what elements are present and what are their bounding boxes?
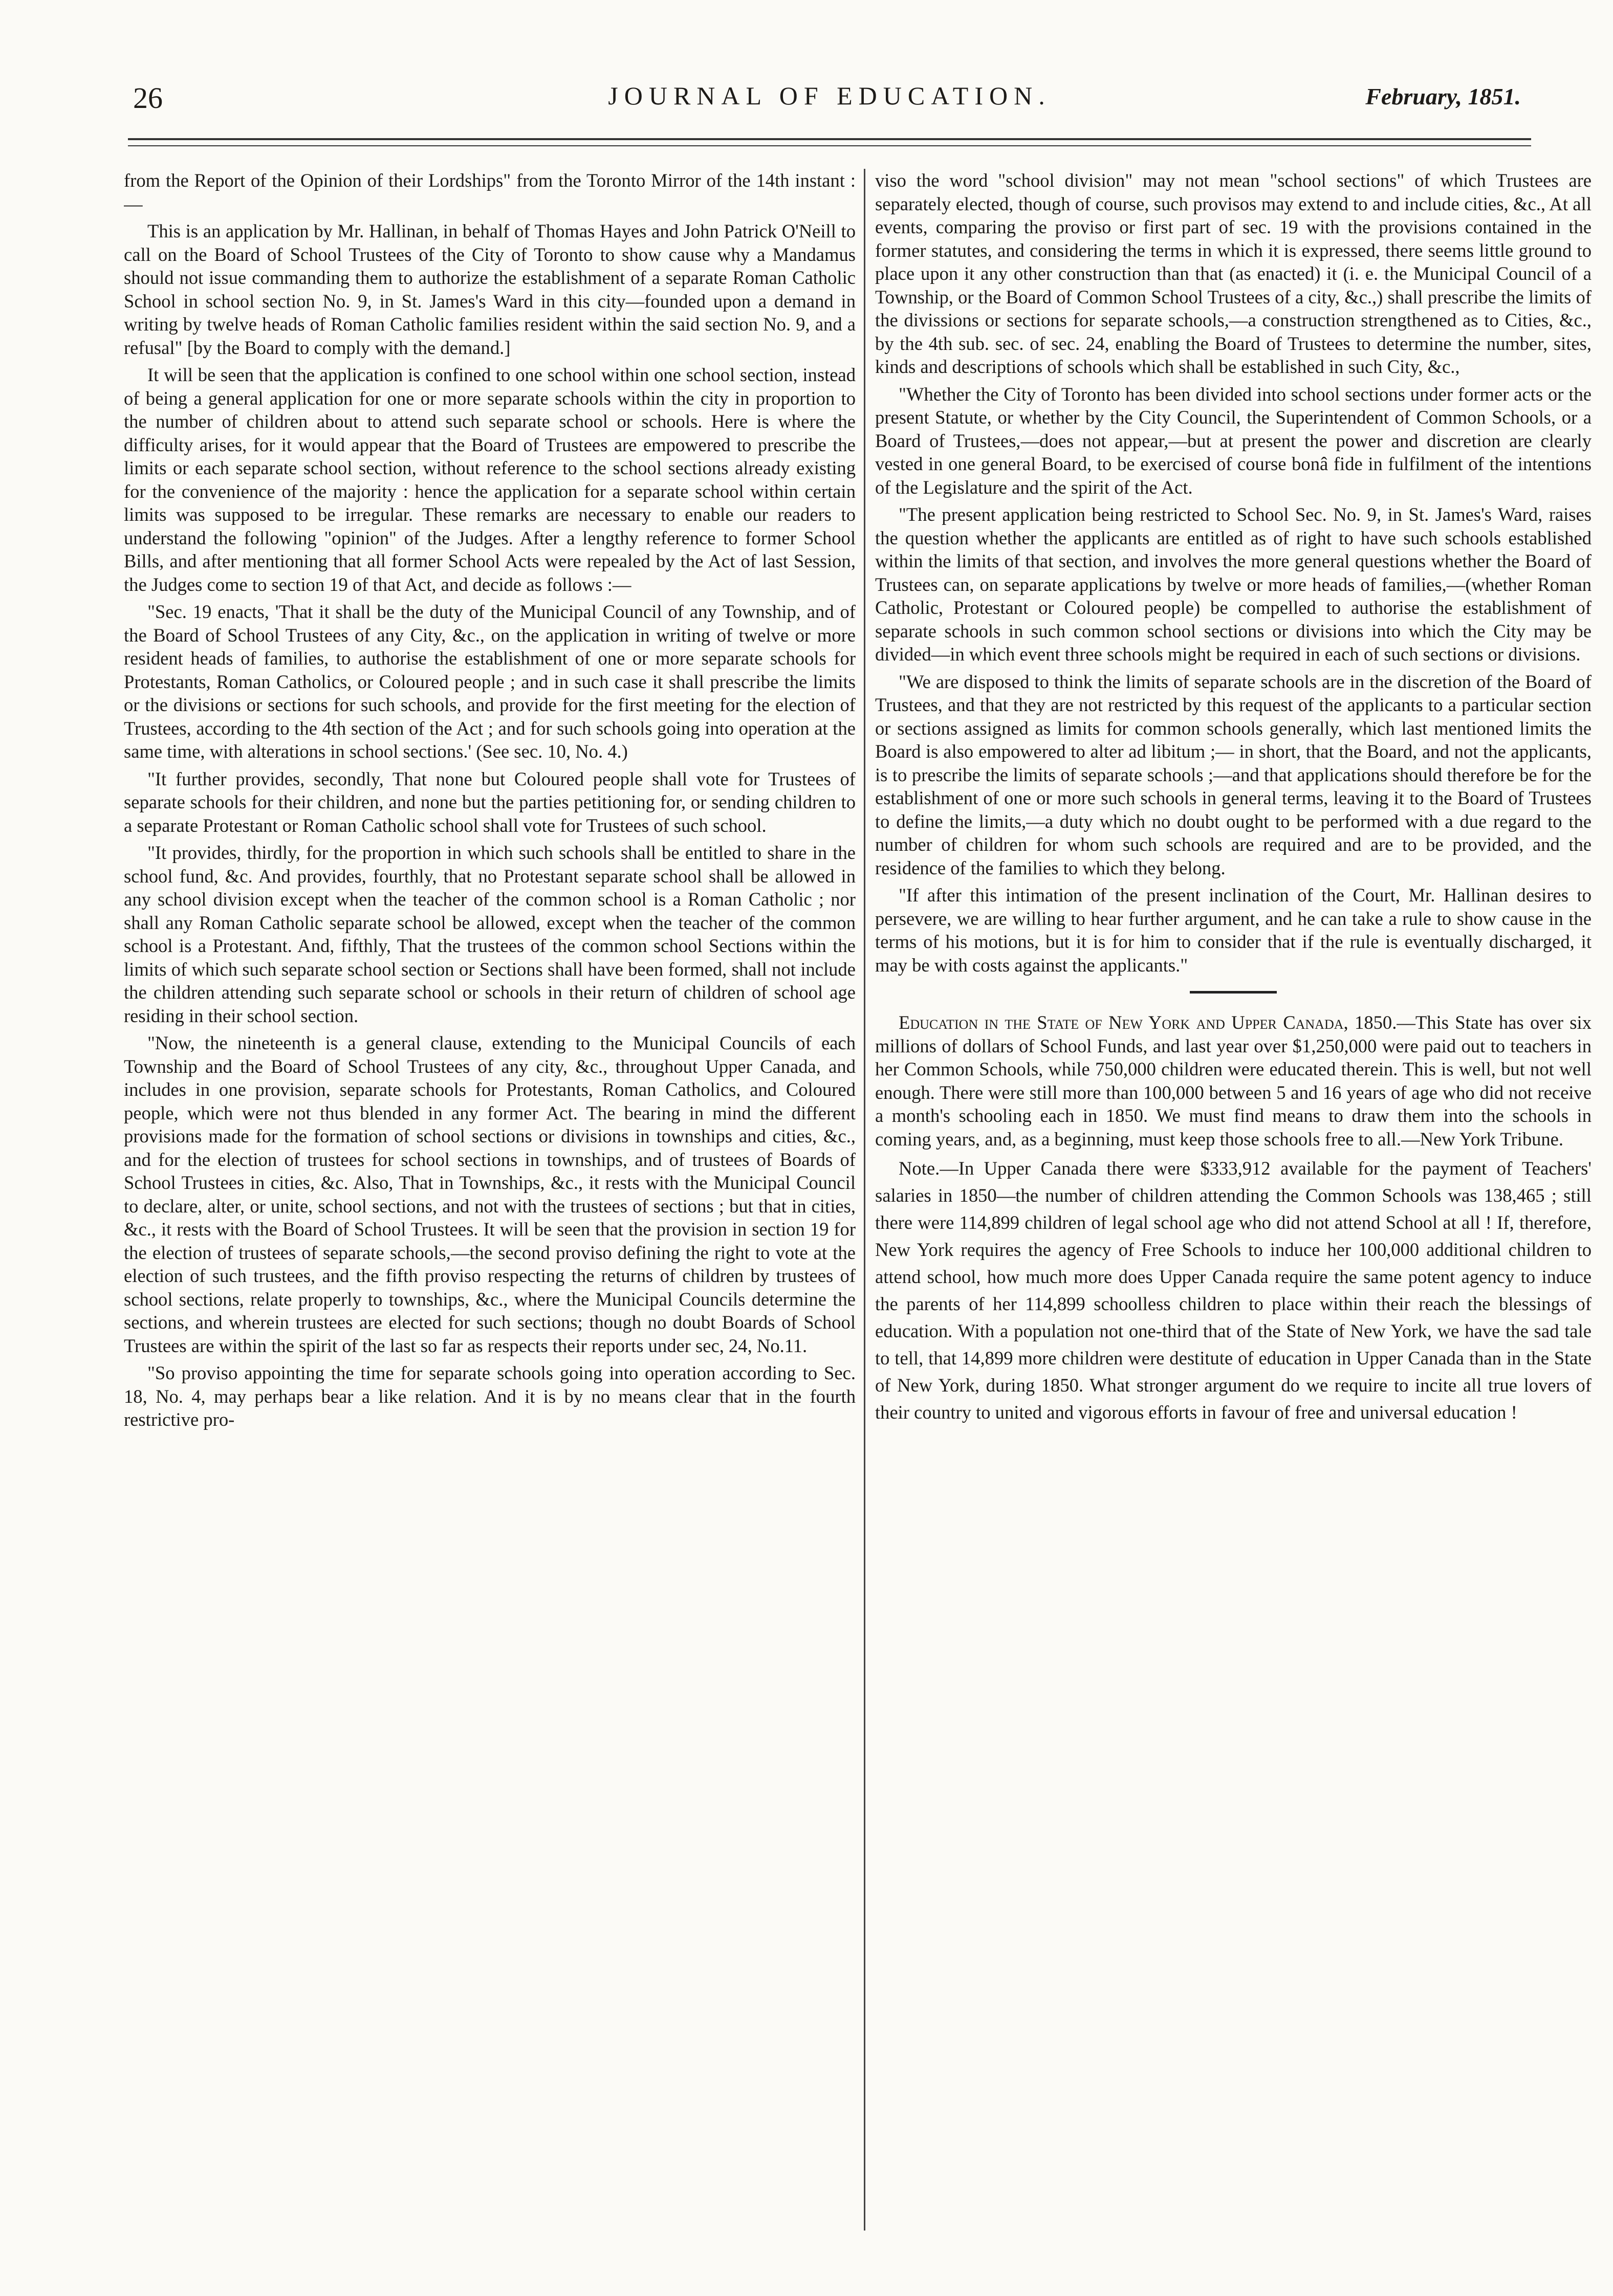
paragraph: "The present application being restricted to School Sec. No. 9, in St. James's Ward, raises the question whether the applicants are entitled as of right to have such schools established within the limits of that section, and involves the more general questions whether the Board of Trustees can, on separate applications by twelve or more heads of families,—(whether Roman Catholic, Protestant or Coloured people) be compelled to authorise the establishment of separate schools in such common school sections or divisions into which the City may be divided—in which event three schools might be required in each of such sections or divisions. bbox=[875, 504, 1592, 665]
paragraph: "Now, the nineteenth is a general clause, extending to the Municipal Councils of each Township and the Board of School Trustees of any city, &c., throughout Upper Canada, and includes in one provision, separate schools for Protestants, Roman Catholics, and Coloured people, which were not thus blended in any former Act. The bearing in mind the different provisions made for the formation of school sections or divisions in townships and cities, &c., and for the election of trustees for school sections in townships, and of trustees of Boards of School Trustees in cities, &c. Also, That in Townships, &c., it rests with the Municipal Council to declare, alter, or unite, school sections, and not with the trustees of sections ; but that in cities, &c., it rests with the Board of School Trustees. It will be seen that the provision in section 19 for the election of trustees of separate schools,—the second proviso defining the right to vote at the election of such trustees, and the fifth proviso respecting the returns of children by trustees of school sections, relate properly to townships, &c., where the Municipal Councils determine the sections, and wherein trustees are elected for such sections; though no doubt Boards of School Trustees are within the spirit of the last so far as respects their reports under sec, 24, No.11. bbox=[124, 1032, 856, 1356]
column-divider bbox=[864, 169, 865, 2231]
paragraph: from the Report of the Opinion of their Lordships" from the Toronto Mirror of the 14th instant :— bbox=[124, 170, 856, 214]
paragraph: "It provides, thirdly, for the proportion in which such schools shall be entitled to share in the school fund, &c. And provides, fourthly, that no Protestant separate school shall be allowed in any school division except when the teacher of the common school is a Roman Catholic ; nor shall any Roman Catholic separate school be allowed, except when the teacher of the common school is a Protestant. And, fifthly, That the trustees of the common school Sections within the limits of which such separate school section or Sections shall have been formed, shall not include the children attending such separate school or schools in their return of children of school age residing in their school section. bbox=[124, 842, 856, 1026]
page-header bbox=[123, 72, 1536, 133]
article-body: 1850.—This State has over six millions of dollars of School Funds, and last year over $1,250,000 were paid out to teachers in her Common Schools, while 750,000 children were educated therein. This is well, but not well enough. There were still more than 100,000 between 5 and 16 years of age who did not receive a month's schooling each in 1850. We must find means to draw them into the schools in coming years, and, as a beginning, must keep those schools free to all.—New York Tribune. bbox=[875, 1012, 1592, 1150]
header-rule bbox=[128, 138, 1531, 140]
paragraph: "So proviso appointing the time for separate schools going into operation according to Sec. 18, No. 4, may perhaps bear a like relation. And it is by no means clear that in the fourth restrictive pro- bbox=[124, 1362, 856, 1430]
paragraph: viso the word "school division" may not mean "school sections" of which Trustees are separately elected, though of course, such provisos may extend to and include cities, &c., At all events, comparing the proviso or first part of sec. 19 with the provisions contained in the former statutes, and considering the terms in which it is expressed, there seems little ground to place upon it any other construction than that (as enacted) it (i. e. the Municipal Council of a Township, or the Board of Common School Trustees of a city, &c.,) shall prescribe the limits of the divissions or sections for separate schools,—a construction strengthened as to Cities, &c., by the 4th sub. sec. of sec. 24, enabling the Board of Trustees to determine the number, sites, kinds and descriptions of schools which shall be established in such City, &c., bbox=[875, 170, 1592, 377]
header-rule-thin bbox=[128, 145, 1531, 146]
section-separator bbox=[1190, 991, 1277, 994]
journal-title: JOURNAL OF EDUCATION. bbox=[608, 81, 1051, 110]
paragraph: "Sec. 19 enacts, 'That it shall be the duty of the Municipal Council of any Township, and of the Board of School Trustees of any City, &c., on the application in writing of twelve or more resident heads of families, to authorise the establishment of one or more separate schools for Protestants, Roman Catholics, or Coloured people ; and in such case it shall prescribe the limits or the divisions or sections for such schools, and provide for the first meeting for the election of Trustees, according to the 4th section of the Act ; and for such schools going into operation at the same time, with alterations in school sections.' (See sec. 10, No. 4.) bbox=[124, 601, 856, 762]
right-column bbox=[875, 169, 1592, 2261]
article-note: Note.—In Upper Canada there were $333,912 available for the payment of Teachers' salaries in 1850—the number of children attending the Common Schools was 138,465 ; still there were 114,899 children of legal school age who did not attend School at all ! If, therefore, New York requires the agency of Free Schools to induce her 100,000 additional children to attend school, how much more does Upper Canada require the same potent agency to induce the parents of her 114,899 schoolless children to place within their reach the blessings of education. With a population not one-third that of the State of New York, we have the sad tale to tell, that 14,899 more children were destitute of education in Upper Canada than in the State of New York, during 1850. What stronger argument do we require to incite all true lovers of their country to united and vigorous efforts in favour of free and universal education ! bbox=[875, 1158, 1592, 1423]
left-column bbox=[124, 169, 856, 2261]
education-article bbox=[875, 1011, 1592, 1151]
paragraph: "It further provides, secondly, That none but Coloured people shall vote for Trustees of separate schools for their children, and none but the parties petitioning for, or sending children to a separate Protestant or Roman Catholic school shall vote for Trustees of such school. bbox=[124, 768, 856, 836]
paragraph: "We are disposed to think the limits of separate schools are in the discretion of the Board of Trustees, and that they are not restricted by this request of the applicants to a particular section or sections assigned as limits for common schools generally, which last mentioned limits the Board is also empowered to alter ad libitum ;— in short, that the Board, and not the applicants, is to prescribe the limits of separate schools ;—and that applications should therefore be for the establishment of one or more such schools in general terms, leaving it to the Board of Trustees to define the limits,—a duty which no doubt ought to be performed with a due regard to the number of children for whom such schools are required and are to be provided, and the residence of the families to which they belong. bbox=[875, 671, 1592, 878]
paragraph: "Whether the City of Toronto has been divided into school sections under former acts or the present Statute, or whether by the City Council, the Superintendent of Common Schools, or a Board of Trustees,—does not appear,—but at present the power and discretion are clearly vested in one general Board, to be exercised of course bonâ fide in fulfilment of the intentions of the Legislature and the spirit of the Act. bbox=[875, 383, 1592, 498]
paragraph: It will be seen that the application is confined to one school within one school section, instead of being a general application for one or more separate schools within the city in proportion to the number of children about to attend such separate school or schools. Here is where the difficulty arises, for it would appear that the Board of Trustees are empowered to prescribe the limits or each separate school section, without reference to the school sections already existing for the convenience of the majority : hence the application for a separate school within certain limits was supposed to be irregular. These remarks are necessary to enable our readers to understand the following "opinion" of the Judges. After a lengthy reference to former School Bills, and after mentioning that all former School Acts were repealed by the Act of last Session, the Judges come to section 19 of that Act, and decide as follows :— bbox=[124, 364, 856, 595]
paragraph: This is an application by Mr. Hallinan, in behalf of Thomas Hayes and John Patrick O'Neill to call on the Board of School Trustees of the City of Toronto to show cause why a Mandamus should not issue commanding them to authorize the establishment of a separate Roman Catholic School in school section No. 9, in St. James's Ward in this city—founded upon a demand in writing by twelve heads of Roman Catholic families resident within the said section No. 9, and a refusal" [by the Board to comply with the demand.] bbox=[124, 220, 856, 358]
paragraph: "If after this intimation of the present inclination of the Court, Mr. Hallinan desires to persevere, we are willing to hear further argument, and he can take a rule to show cause in the terms of his motions, but it is for him to consider that if the rule is eventually discharged, it may be with costs against the applicants." bbox=[875, 885, 1592, 976]
article-title: Education in the State of New York and Upper Canada, bbox=[899, 1012, 1348, 1033]
page-number: 26 bbox=[133, 81, 163, 115]
issue-date: February, 1851. bbox=[1365, 83, 1521, 109]
